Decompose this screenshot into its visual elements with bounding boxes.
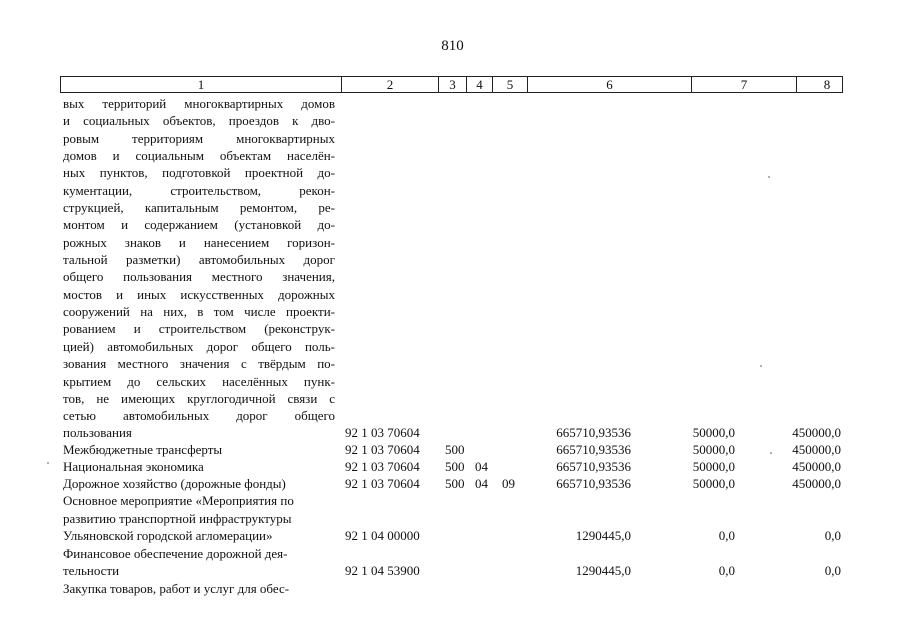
description-line: общего пользования местного значения, [63,269,335,285]
header-col-2: 2 [342,77,439,92]
row-value-7: 50000,0 [692,425,735,440]
description-line: ных пунктов, подготовкой проектной до- [63,165,335,181]
row-name: тельности [63,563,120,578]
table-row [0,562,905,579]
row-value-8: 450000,0 [792,459,841,474]
row-name: пользования [63,425,132,440]
header-col-1: 1 [61,77,342,92]
scan-speck [760,365,762,367]
header-col-8: 8 [823,77,831,92]
table-row [0,424,905,441]
header-col-7: 7 [692,77,797,92]
table-row [0,580,905,597]
description-line: рожных знаков и нанесением горизон- [63,234,335,250]
scan-speck [768,176,770,178]
row-rz: 04 [475,476,488,491]
description-line: мостов и иных искусственных дорожных [63,286,335,302]
row-pr: 09 [502,476,515,491]
row-name: Основное мероприятие «Мероприятия по [63,493,294,508]
row-code: 92 1 04 53900 [345,563,420,578]
table-row [0,441,905,458]
header-col-5: 5 [493,77,528,92]
row-vr: 500 [445,476,465,491]
row-value-8: 450000,0 [792,476,841,491]
description-line: струкцией, капитальным ремонтом, ре- [63,200,335,216]
row-code: 92 1 03 70604 [345,425,420,440]
row-name: развитию транспортной инфраструктуры [63,511,292,526]
row-name: Закупка товаров, работ и услуг для обес- [63,581,290,596]
row-code: 92 1 03 70604 [345,459,420,474]
header-col-3: 3 [439,77,467,92]
row-name: Национальная экономика [63,459,204,474]
table-row [0,458,905,475]
scan-speck [770,452,772,454]
item-description [63,95,335,425]
row-value-6: 665710,93536 [556,442,631,457]
description-line: кументации, строительством, рекон- [63,182,335,198]
description-line: зования местного значения с твёрдым по- [63,356,335,372]
row-value-8: 0,0 [824,563,841,578]
row-value-8: 0,0 [824,528,841,543]
description-line: вых территорий многоквартирных домов [63,96,335,111]
page-number: 810 [441,38,464,54]
description-line: и социальных объектов, проездов к дво- [63,113,335,129]
table-header-row [60,76,843,93]
table-row [0,545,905,562]
description-line: сетью автомобильных дорог общего [63,408,335,424]
row-rz: 04 [475,459,488,474]
row-vr: 500 [445,442,465,457]
row-value-7: 0,0 [718,528,735,543]
row-vr: 500 [445,459,465,474]
description-line: цией) автомобильных дорог общего поль- [63,338,335,354]
row-code: 92 1 03 70604 [345,442,420,457]
row-name: Финансовое обеспечение дорожной дея- [63,546,288,561]
row-value-6: 665710,93536 [556,459,631,474]
header-col-4: 4 [467,77,493,92]
description-line: ровым территориям многоквартирных [63,130,335,146]
row-name: Дорожное хозяйство (дорожные фонды) [63,476,286,491]
row-value-8: 450000,0 [792,442,841,457]
table-row [0,492,905,509]
header-col-6: 6 [528,77,692,92]
row-value-6: 1290445,0 [575,528,631,543]
row-value-7: 50000,0 [692,476,735,491]
row-value-6: 665710,93536 [556,425,631,440]
row-code: 92 1 04 00000 [345,528,420,543]
row-value-6: 665710,93536 [556,476,631,491]
row-name: Межбюджетные трансферты [63,442,223,457]
row-name: Ульяновской городской агломерации» [63,528,273,543]
row-value-7: 50000,0 [692,459,735,474]
table-row [0,510,905,527]
row-value-7: 50000,0 [692,442,735,457]
description-line: крытием до сельских населённых пунк- [63,373,335,389]
description-line: сооружений на них, в том числе проекти- [63,304,335,320]
row-value-7: 0,0 [718,563,735,578]
row-value-6: 1290445,0 [575,563,631,578]
description-line: тальной разметки) автомобильных дорог [63,252,335,268]
description-line: тов, не имеющих круглогодичной связи с [63,390,335,406]
row-code: 92 1 03 70604 [345,476,420,491]
description-line: домов и социальным объектам населён- [63,148,335,164]
description-line: рованием и строительством (реконструк- [63,321,335,337]
scan-speck [47,462,49,464]
row-value-8: 450000,0 [792,425,841,440]
table-row [0,475,905,492]
description-line: монтом и содержанием (установкой до- [63,217,335,233]
table-row [0,527,905,544]
